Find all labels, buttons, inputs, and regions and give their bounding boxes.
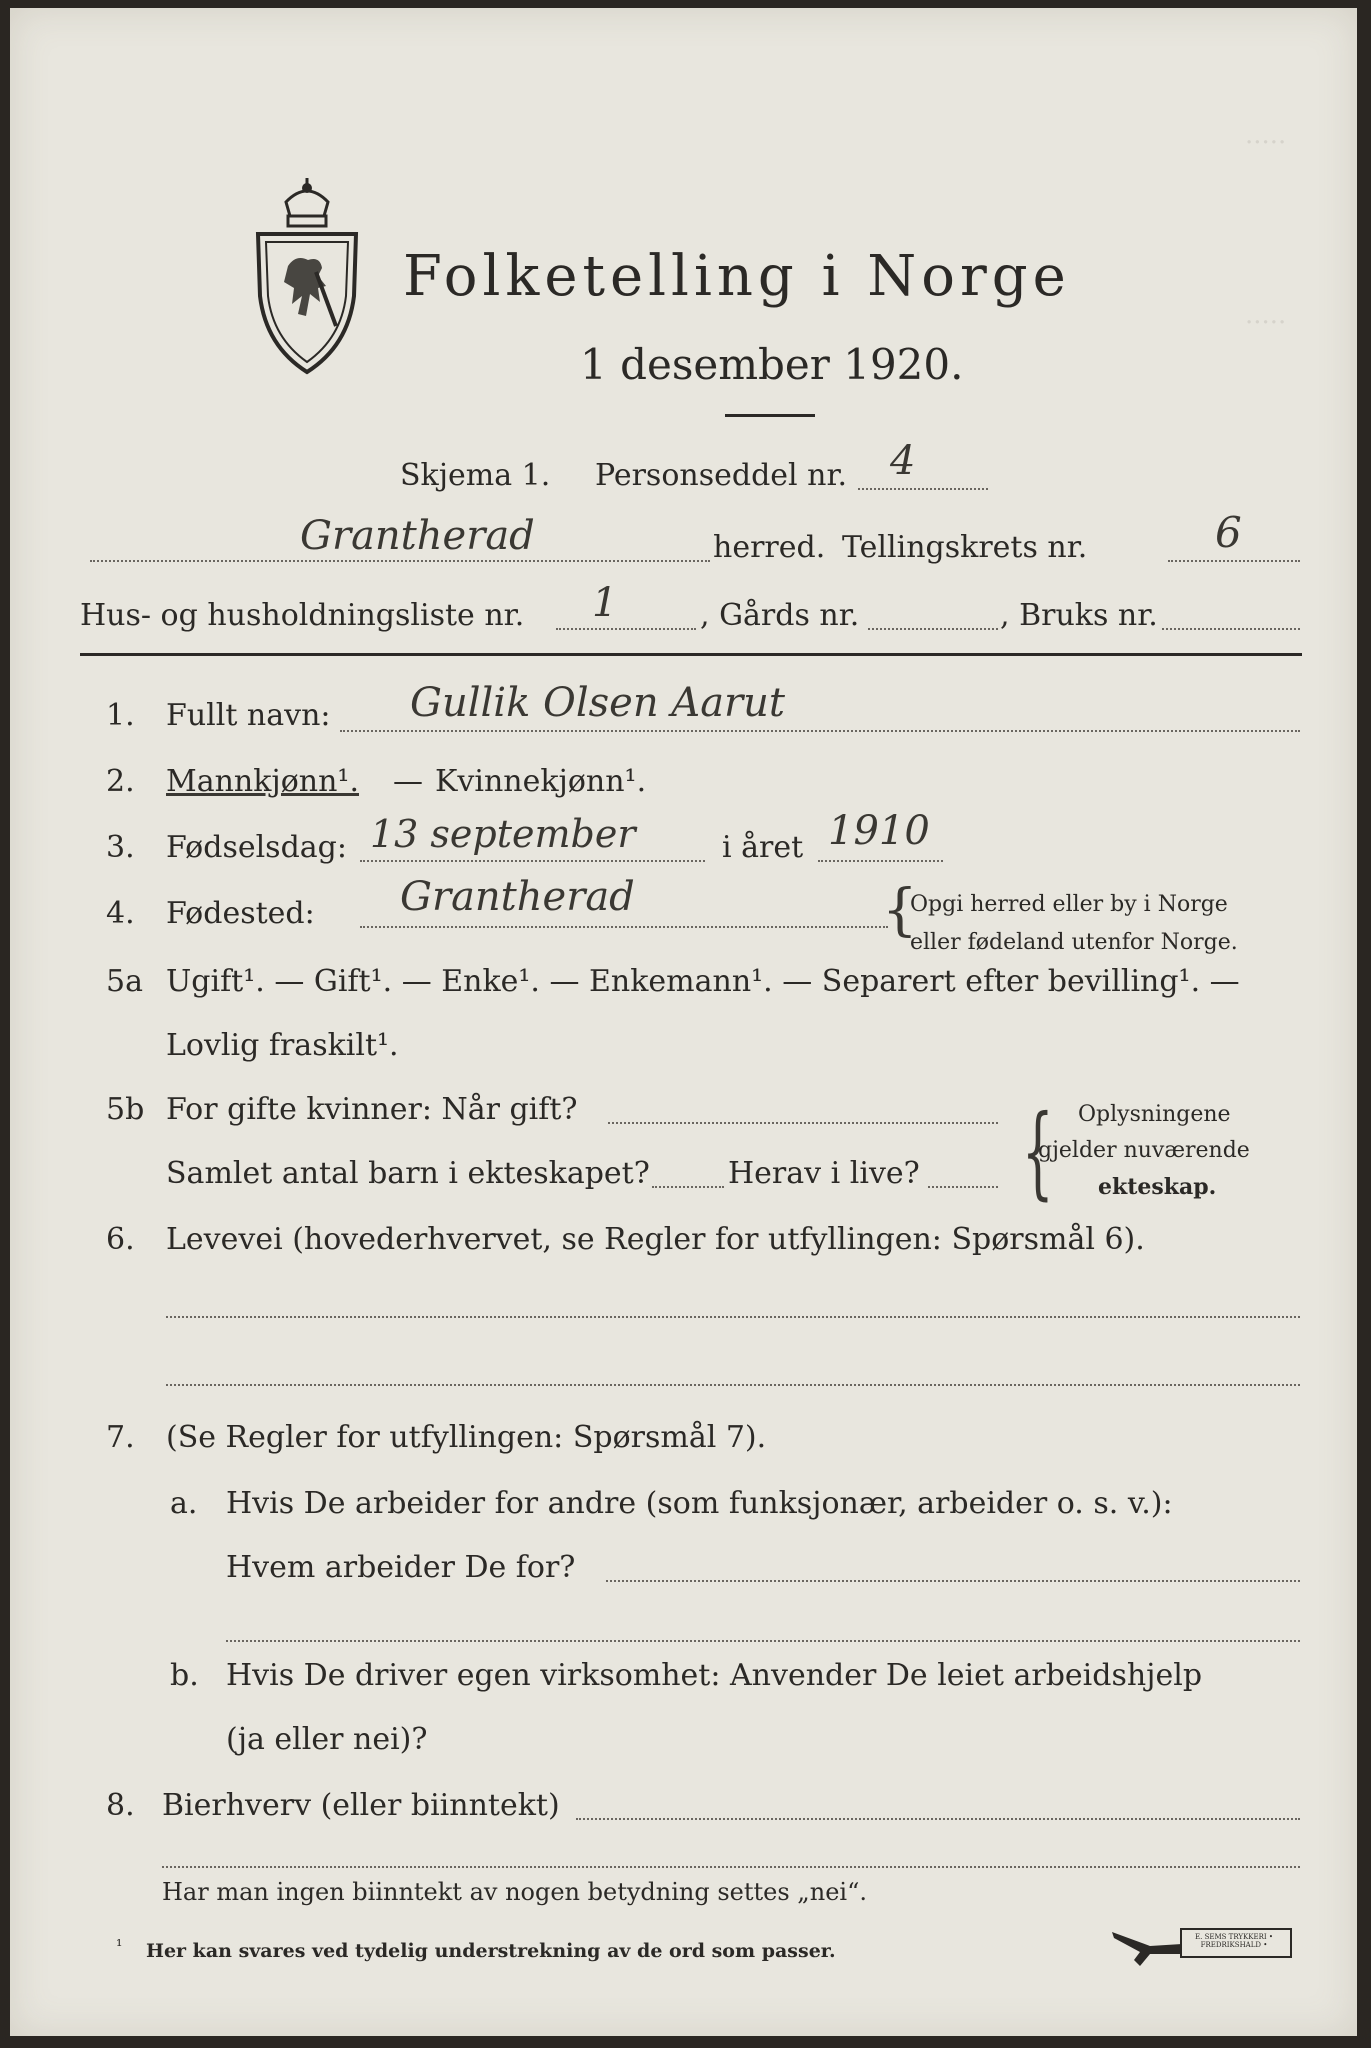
printer-hand-stamp-icon bbox=[1110, 1924, 1190, 1970]
q4-line bbox=[360, 926, 888, 928]
q3-year-label: i året bbox=[722, 830, 804, 865]
gards-label: , Gårds nr. bbox=[700, 598, 860, 633]
q3-label: Fødselsdag: bbox=[166, 830, 347, 865]
q5b-line2b: Herav i live? bbox=[728, 1156, 920, 1191]
q7b-number: b. bbox=[170, 1658, 199, 1693]
hus-value: 1 bbox=[592, 580, 618, 626]
q5b-number: 5b bbox=[106, 1092, 145, 1127]
show-through-text: ····· bbox=[1245, 128, 1287, 158]
herred-line bbox=[90, 560, 710, 562]
q6-label: Levevei (hovederhvervet, se Regler for utfyllingen: Spørsmål 6). bbox=[166, 1222, 1145, 1257]
q5b-line1: For gifte kvinner: Når gift? bbox=[166, 1092, 578, 1127]
footnote-text: Her kan svares ved tydelig understrekning av de ord som passer. bbox=[146, 1940, 836, 1962]
q2-separator: — bbox=[393, 764, 423, 799]
q2-male-option: Mannkjønn¹. bbox=[166, 764, 359, 799]
personseddel-line bbox=[858, 488, 988, 490]
q8-answer-line2 bbox=[162, 1866, 1300, 1868]
personseddel-value: 4 bbox=[890, 438, 916, 484]
herred-label: herred. bbox=[713, 530, 826, 565]
q7-label: (Se Regler for utfyllingen: Spørsmål 7). bbox=[166, 1420, 767, 1455]
q7a-answer-line1 bbox=[606, 1580, 1300, 1582]
q8-label: Bierhverv (eller biinntekt) bbox=[162, 1788, 560, 1823]
q3-line bbox=[360, 860, 705, 862]
title-divider bbox=[725, 414, 815, 417]
herred-value: Grantherad bbox=[300, 513, 535, 559]
q7a-answer-line2 bbox=[226, 1640, 1300, 1642]
q8-number: 8. bbox=[106, 1788, 135, 1823]
bruks-label: , Bruks nr. bbox=[1000, 598, 1158, 633]
q8-answer-line1 bbox=[576, 1818, 1300, 1820]
tellingskrets-value: 6 bbox=[1215, 508, 1242, 557]
q4-number: 4. bbox=[106, 896, 135, 931]
q5b-note-line3: ekteskap. bbox=[1098, 1174, 1217, 1200]
skjema-label: Skjema 1. bbox=[400, 458, 551, 493]
q7b-line2: (ja eller nei)? bbox=[226, 1722, 428, 1757]
q5b-children-line bbox=[652, 1186, 724, 1188]
q5b-note-line1: Oplysningene bbox=[1078, 1102, 1231, 1127]
footnote-mark: ¹ bbox=[116, 1936, 123, 1955]
q5b-line2a: Samlet antal barn i ekteskapet? bbox=[166, 1156, 650, 1191]
header-rule bbox=[80, 653, 1302, 656]
q1-line bbox=[340, 730, 1300, 732]
q1-value: Gullik Olsen Aarut bbox=[410, 680, 785, 726]
q7a-line2: Hvem arbeider De for? bbox=[226, 1550, 576, 1585]
q3-value: 13 september bbox=[370, 812, 636, 856]
q4-label: Fødested: bbox=[166, 896, 315, 931]
show-through-text: ····· bbox=[1245, 308, 1287, 338]
q4-value: Grantherad bbox=[400, 874, 635, 920]
hus-label: Hus- og husholdningsliste nr. bbox=[80, 598, 525, 633]
q3-year-value: 1910 bbox=[828, 808, 930, 854]
q5a-options-line2: Lovlig fraskilt¹. bbox=[166, 1028, 399, 1063]
hus-line bbox=[556, 628, 696, 630]
q7a-line1: Hvis De arbeider for andre (som funksjonær, arbeider o. s. v.): bbox=[226, 1486, 1173, 1521]
q7-number: 7. bbox=[106, 1420, 135, 1455]
gards-line bbox=[868, 628, 998, 630]
personseddel-label: Personseddel nr. bbox=[595, 458, 848, 493]
q6-answer-line2 bbox=[166, 1384, 1300, 1386]
bruks-line bbox=[1162, 628, 1300, 630]
form-title: Folketelling i Norge bbox=[403, 244, 1071, 309]
coat-of-arms-icon bbox=[248, 176, 366, 376]
q5b-married-line bbox=[608, 1122, 998, 1124]
q6-number: 6. bbox=[106, 1222, 135, 1257]
q6-answer-line1 bbox=[166, 1316, 1300, 1318]
q5b-alive-line bbox=[928, 1186, 998, 1188]
tellingskrets-label: Tellingskrets nr. bbox=[842, 530, 1088, 565]
form-date: 1 desember 1920. bbox=[580, 340, 964, 389]
census-form-page bbox=[10, 8, 1357, 2036]
q7b-line1: Hvis De driver egen virksomhet: Anvender De leiet arbeidshjelp bbox=[226, 1658, 1203, 1693]
printer-stamp-text: E. SEMS TRYKKERI • FREDRIKSHALD • bbox=[1195, 1933, 1273, 1949]
q1-label: Fullt navn: bbox=[166, 698, 331, 733]
q4-note-line2: eller fødeland utenfor Norge. bbox=[910, 930, 1238, 955]
q5b-note-line2: gjelder nuværende bbox=[1038, 1138, 1250, 1163]
q5b-note-brace: { bbox=[1021, 1093, 1054, 1210]
q8-note: Har man ingen biinntekt av nogen betydning settes „nei“. bbox=[162, 1878, 867, 1906]
q7a-number: a. bbox=[170, 1486, 198, 1521]
q2-number: 2. bbox=[106, 764, 135, 799]
q1-number: 1. bbox=[106, 698, 135, 733]
q5a-number: 5a bbox=[106, 964, 143, 999]
tellingskrets-line bbox=[1168, 560, 1300, 562]
q5a-options-line1: Ugift¹. — Gift¹. — Enke¹. — Enkemann¹. — Separert efter bevilling¹. — bbox=[166, 964, 1240, 999]
q4-note-line1: Opgi herred eller by i Norge bbox=[910, 892, 1228, 917]
q4-note-brace: { bbox=[882, 878, 918, 943]
q3-year-line bbox=[818, 860, 943, 862]
q3-number: 3. bbox=[106, 830, 135, 865]
q2-female-option: Kvinnekjønn¹. bbox=[435, 764, 647, 799]
